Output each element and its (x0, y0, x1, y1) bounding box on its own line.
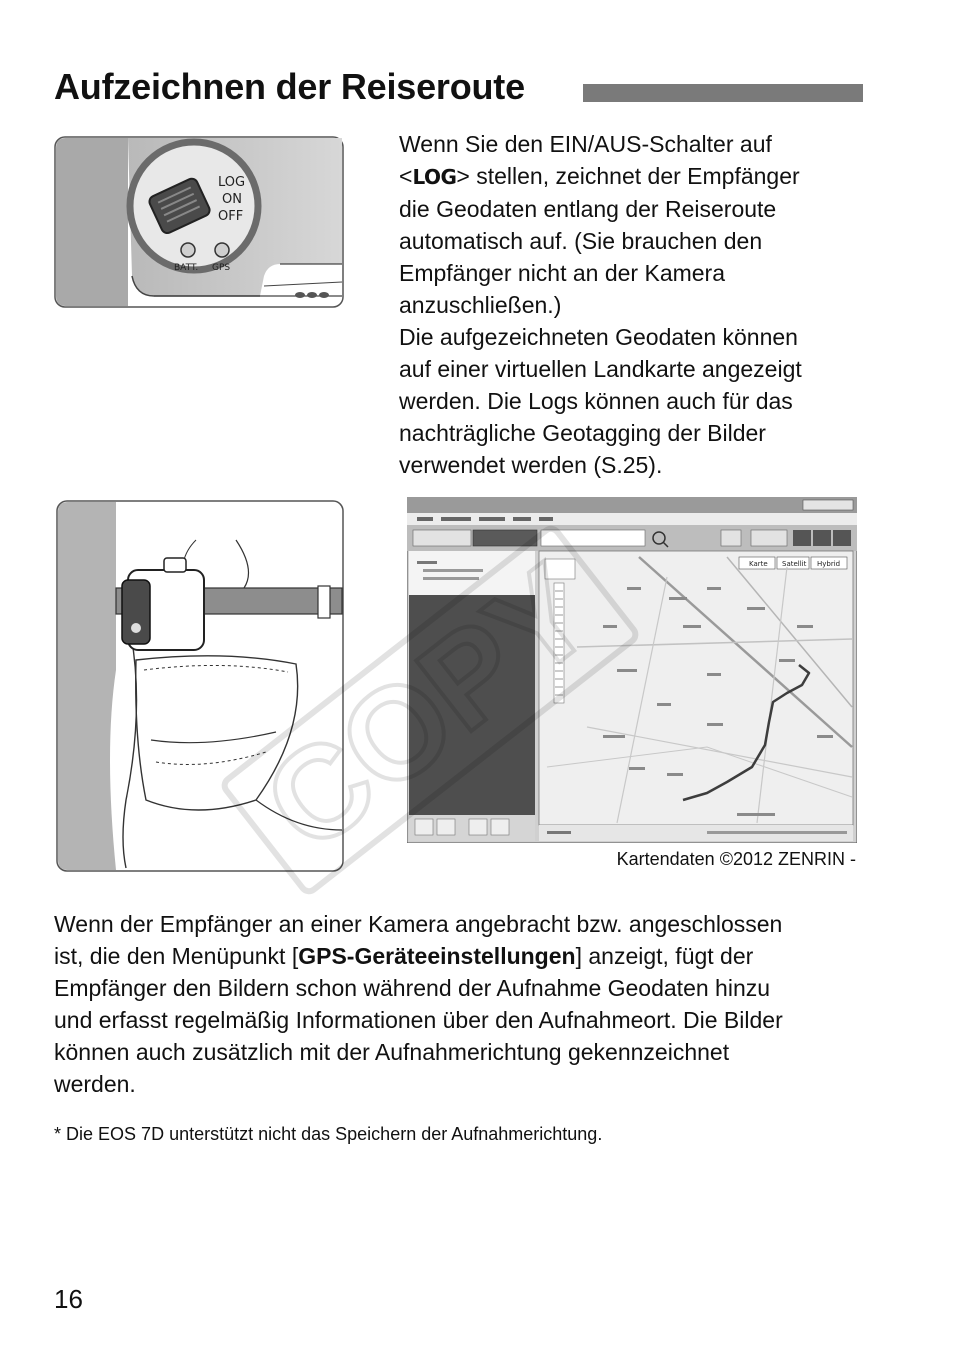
switch-label-log: LOG (218, 175, 246, 190)
para1-line: verwendet werden (S.25). (399, 452, 663, 478)
title-rule-bar (583, 84, 863, 102)
para2-line: werden. (54, 1071, 136, 1097)
belt-pocket-illustration (56, 500, 344, 872)
switch-label-on: ON (222, 192, 242, 207)
para1-line: die Geodaten entlang der Reiseroute (399, 196, 777, 222)
para1-line-rest: > stellen, zeichnet der Empfänger (456, 163, 800, 189)
para1-line: Empfänger nicht an der Kamera (399, 260, 726, 286)
body-paragraph (54, 908, 874, 1100)
gps-settings-menu-term: GPS-Geräteeinstellungen (298, 943, 576, 969)
map-utility-screenshot (407, 497, 857, 843)
para1-line (399, 160, 869, 193)
camera-switch-illustration (54, 136, 344, 308)
map-tab-karte: Karte (749, 560, 768, 568)
log-bracket-open: < (399, 163, 413, 189)
footnote-marker: * (54, 1124, 62, 1144)
para2-line-end: ] anzeigt, fügt der (575, 943, 754, 969)
intro-paragraph (399, 128, 869, 481)
lamp-label-gps: GPS (212, 263, 231, 273)
para2-line: und erfasst regelmäßig Informationen über den Aufnahmeort. Die Bilder (54, 1007, 783, 1033)
page-number: 16 (54, 1284, 83, 1314)
para1-line: werden. Die Logs können auch für das (399, 388, 793, 414)
para2-line: Empfänger den Bildern schon während der Aufnahme Geodaten hinzu (54, 975, 771, 1001)
log-mode-label: LOG (412, 165, 457, 189)
switch-label-off: OFF (218, 209, 244, 224)
map-tab-hybrid: Hybrid (817, 560, 841, 568)
map-data-credit: Kartendaten ©2012 ZENRIN - (616, 849, 856, 869)
para2-line-start: ist, die den Menüpunkt [ (54, 943, 299, 969)
para1-line: auf einer virtuellen Landkarte angezeigt (399, 356, 802, 382)
para2-line: Wenn der Empfänger an einer Kamera angebracht bzw. angeschlossen (54, 911, 783, 937)
para1-line: automatisch auf. (Sie brauchen den (399, 228, 763, 254)
lamp-label-batt: BATT. (174, 263, 199, 273)
para1-line: Die aufgezeichneten Geodaten können (399, 324, 798, 350)
footnote (54, 1120, 602, 1148)
para1-line: nachträgliche Geotagging der Bilder (399, 420, 766, 446)
map-tab-satellit: Satellit (782, 560, 807, 568)
para1-line: Wenn Sie den EIN/AUS-Schalter auf (399, 131, 772, 157)
para2-line: können auch zusätzlich mit der Aufnahmerichtung gekennzeichnet (54, 1039, 730, 1065)
page-title: Aufzeichnen der Reiseroute (54, 66, 525, 107)
para1-line: anzuschließen.) (399, 292, 562, 318)
para2-line (54, 940, 874, 972)
footnote-text: Die EOS 7D unterstützt nicht das Speichern der Aufnahmerichtung. (66, 1124, 603, 1144)
